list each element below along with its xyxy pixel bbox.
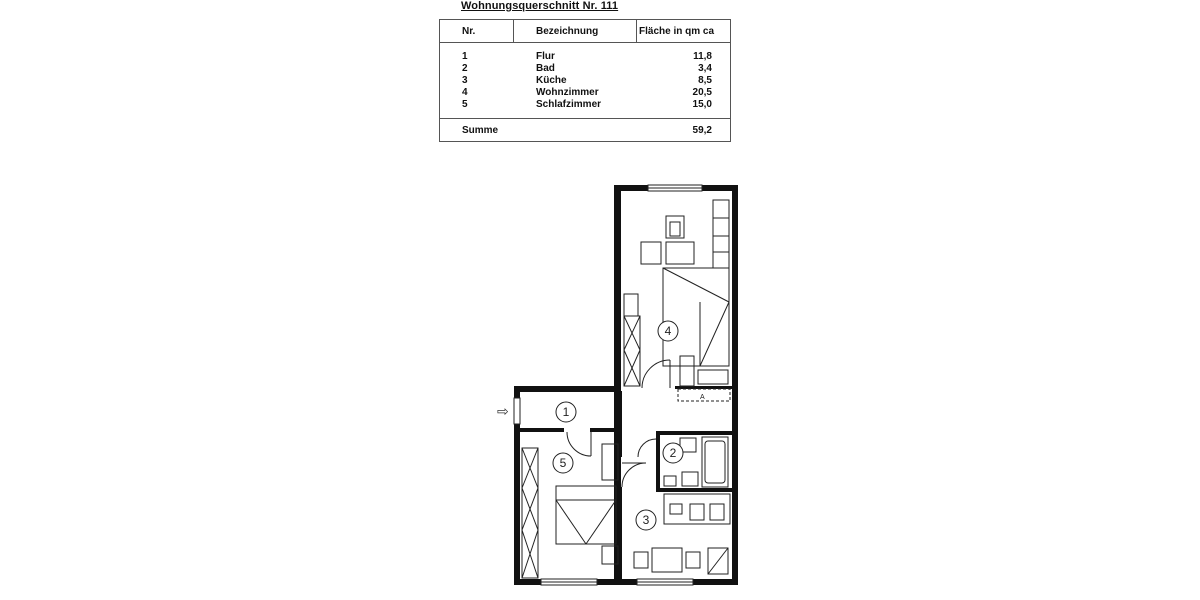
- row-name: Schlafzimmer: [536, 99, 602, 110]
- svg-text:5: 5: [559, 456, 567, 470]
- room-label-4: [658, 321, 678, 341]
- windows: [514, 185, 702, 585]
- exterior-walls: [514, 185, 738, 585]
- appliance-mark: A: [700, 394, 705, 401]
- row-name: Flur: [536, 51, 555, 62]
- row-area: 20,5: [692, 87, 712, 98]
- entrance-arrow-icon: ⇨: [497, 403, 509, 419]
- total-value: 59,2: [692, 125, 712, 136]
- row-name: Bad: [536, 63, 555, 74]
- svg-text:1: 1: [562, 405, 570, 419]
- svg-text:2: 2: [669, 446, 677, 460]
- kitchen-furniture: [634, 494, 730, 574]
- header-area: Fläche in qm ca: [639, 26, 715, 37]
- row-nr: 3: [462, 75, 468, 86]
- row-nr: 4: [462, 87, 468, 98]
- room-label-2: [663, 443, 683, 463]
- room-label-1: [556, 402, 576, 422]
- svg-text:3: 3: [642, 513, 650, 527]
- row-area: 11,8: [693, 51, 712, 62]
- total-label: Summe: [462, 125, 499, 136]
- plan-title: Wohnungsquerschnitt Nr. 111: [461, 0, 619, 12]
- row-nr: 2: [462, 63, 468, 74]
- room-label-5: [553, 453, 573, 473]
- row-area: 15,0: [692, 99, 712, 110]
- row-name: Küche: [536, 75, 567, 86]
- room-label-3: [636, 510, 656, 530]
- row-nr: 5: [462, 99, 468, 110]
- row-nr: 1: [462, 51, 468, 62]
- svg-text:4: 4: [664, 324, 672, 338]
- header-nr: Nr.: [462, 26, 476, 37]
- header-name: Bezeichnung: [536, 26, 599, 37]
- row-name: Wohnzimmer: [536, 87, 599, 98]
- row-area: 3,4: [698, 63, 712, 74]
- row-area: 8,5: [698, 75, 712, 86]
- living-room-furniture: [624, 200, 730, 401]
